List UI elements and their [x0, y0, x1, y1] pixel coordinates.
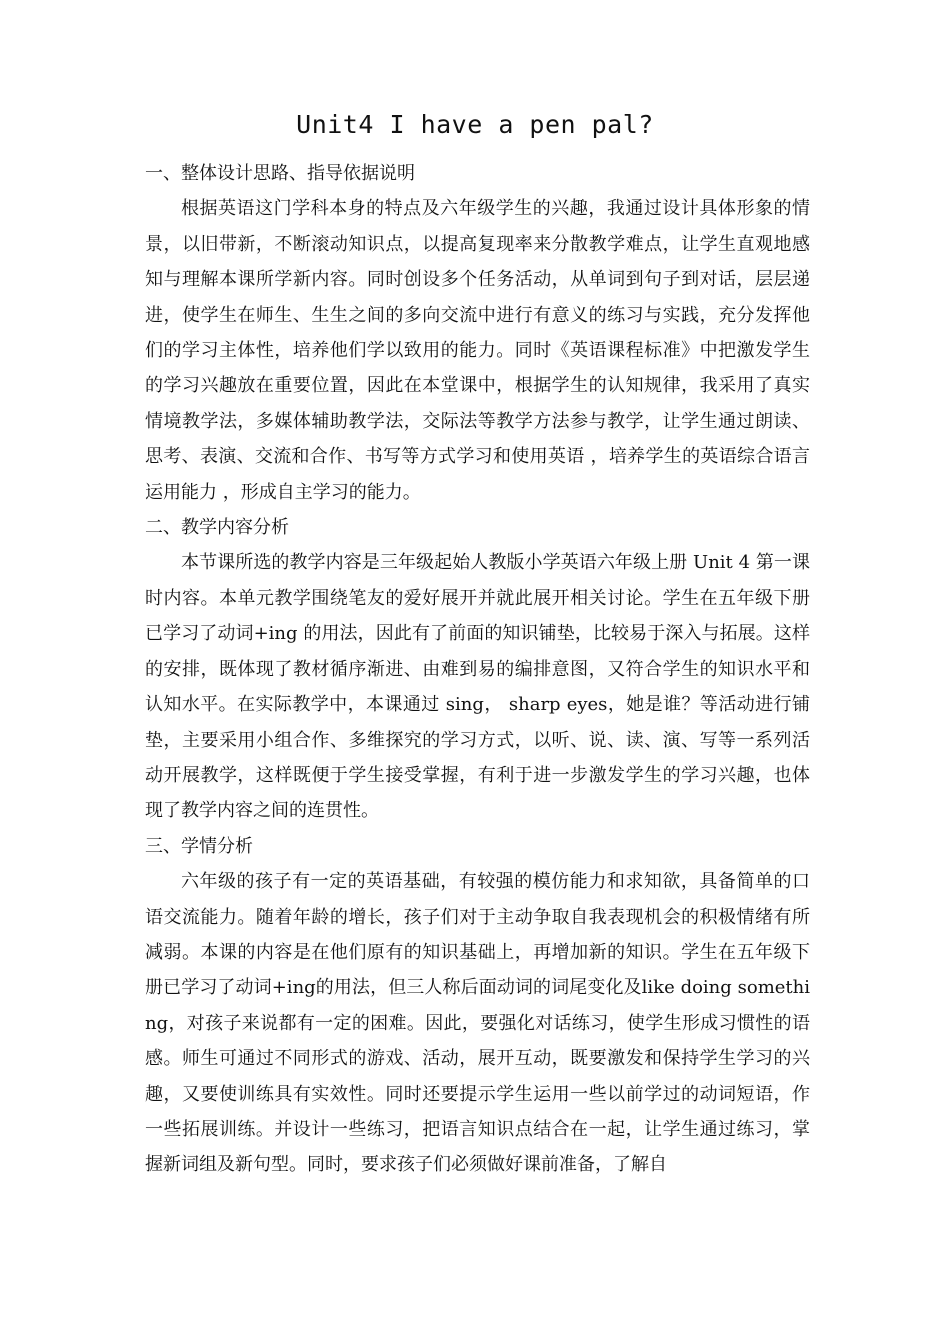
- section-paragraph: 六年级的孩子有一定的英语基础，有较强的模仿能力和求知欲，具备简单的口语交流能力。随着年龄的增长，孩子们对于主动争取自我表现机会的积极情绪有所减弱。本课的内容是在他们原有的知识基础上，再增加新的知识。学生在五年级下册已学习了动词+ing的用法，但三人称后面动词的词尾变化及like doing something，对孩子来说都有一定的困难。因此，要强化对话练习，使学生形成习惯性的语感。师生可通过不同形式的游戏、活动，展开互动，既要激发和保持学生学习的兴趣，又要使训练具有实效性。同时还要提示学生运用一些以前学过的动词短语，作一些拓展训练。并设计一些练习，把语言知识点结合在一起，让学生通过练习，掌握新词组及新句型。同时，要求孩子们必须做好课前准备，了解自: [145, 871, 810, 1176]
- document-title: Unit4 I have a pen pal?: [296, 110, 654, 139]
- section-design-rationale: [145, 156, 810, 510]
- section-paragraph: 根据英语这门学科本身的特点及六年级学生的兴趣，我通过设计具体形象的情景，以旧带新，不断滚动知识点，以提高复现率来分散教学难点，让学生直观地感知与理解本课所学新内容。同时创设多个任务活动，从单词到句子到对话，层层递进，使学生在师生、生生之间的多向交流中进行有意义的练习与实践，充分发挥他们的学习主体性，培养他们学以致用的能力。同时《英语课程标准》中把激发学生的学习兴趣放在重要位置，因此在本堂课中，根据学生的认知规律，我采用了真实情境教学法，多媒体辅助教学法，交际法等教学方法参与教学，让学生通过朗读、思考、表演、交流和合作、书写等方式学习和使用英语 ，培养学生的英语综合语言运用能力 ，形成自主学习的能力。: [145, 198, 810, 503]
- document-body: [145, 156, 810, 1183]
- section-learner-analysis: [145, 829, 810, 1183]
- section-heading: 三、学情分析: [145, 835, 253, 857]
- section-paragraph: 本节课所选的教学内容是三年级起始人教版小学英语六年级上册 Unit 4 第一课时内容。本单元教学围绕笔友的爱好展开并就此展开相关讨论。学生在五年级下册已学习了动词+ing 的用法，因此有了前面的知识铺垫，比较易于深入与拓展。这样的安排，既体现了教材循序渐进、由难到易的编排意图，又符合学生的知识水平和认知水平。在实际教学中，本课通过 sing， sharp eyes，她是谁？等活动进行铺垫，主要采用小组合作、多维探究的学习方式，以听、说、读、演、写等一系列活动开展教学，这样既便于学生接受掌握，有利于进一步激发学生的学习兴趣，也体现了教学内容之间的连贯性。: [145, 552, 810, 822]
- section-heading: 二、教学内容分析: [145, 517, 289, 539]
- section-heading: 一、整体设计思路、指导依据说明: [145, 163, 415, 184]
- section-content-analysis: [145, 510, 810, 829]
